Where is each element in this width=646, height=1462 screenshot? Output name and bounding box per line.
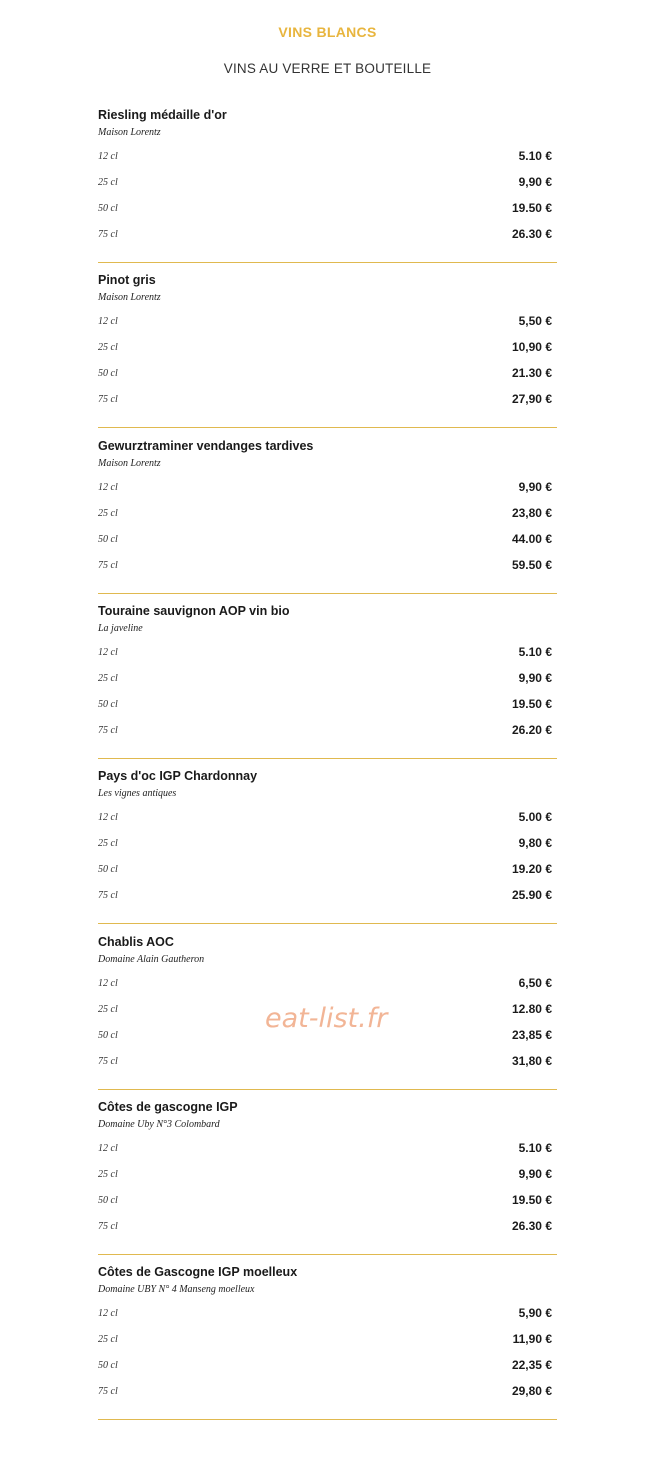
serving-size: 75 cl	[98, 1220, 118, 1232]
price: 26.20 €	[511, 722, 552, 737]
price-row	[98, 888, 552, 906]
wine-name: Côtes de gascogne IGP	[98, 1099, 238, 1114]
price: 19.20 €	[511, 862, 552, 877]
price: 23,85 €	[511, 1027, 552, 1042]
serving-size: 12 cl	[98, 977, 118, 989]
price: 22,35 €	[511, 1358, 552, 1373]
wine-producer: Domaine UBY N° 4 Manseng moelleux	[98, 1284, 255, 1296]
price-row	[98, 862, 552, 880]
price: 29,80 €	[511, 1384, 552, 1399]
serving-size: 75 cl	[98, 559, 118, 571]
price: 9,90 €	[518, 670, 552, 685]
price-row	[98, 175, 552, 193]
price-row	[98, 149, 552, 167]
price: 9,90 €	[518, 479, 552, 494]
price-row	[98, 558, 552, 576]
price-row	[98, 1193, 552, 1211]
wine-name: Gewurztraminer vendanges tardives	[98, 438, 314, 453]
price-row	[98, 723, 552, 741]
menu-subtitle: VINS AU VERRE ET BOUTEILLE	[223, 61, 432, 76]
price: 9,90 €	[518, 175, 552, 189]
wine-name: Pays d'oc IGP Chardonnay	[98, 769, 258, 784]
serving-size: 12 cl	[98, 151, 118, 162]
serving-size: 50 cl	[98, 698, 118, 710]
serving-size: 25 cl	[98, 342, 118, 354]
price-row	[98, 1141, 552, 1159]
price: 23,80 €	[511, 505, 552, 520]
wine-name: Pinot gris	[98, 273, 156, 288]
price-row	[98, 1167, 552, 1185]
price-row	[98, 976, 552, 994]
serving-size: 25 cl	[98, 177, 118, 188]
serving-size: 12 cl	[98, 1142, 118, 1154]
price-row	[98, 340, 552, 358]
wine-name: Riesling médaille d'or	[98, 108, 227, 122]
wine-producer: Les vignes antiques	[98, 788, 177, 800]
wine-producer: Maison Lorentz	[98, 457, 161, 469]
serving-size: 12 cl	[98, 316, 118, 328]
wine-producer: Maison Lorentz	[98, 292, 161, 304]
wine-name: Touraine sauvignon AOP vin bio	[98, 603, 290, 618]
price-row	[98, 671, 552, 689]
price: 9,90 €	[518, 1166, 552, 1181]
price-row	[98, 1054, 552, 1072]
price: 59.50 €	[511, 557, 552, 572]
price: 19.50 €	[511, 696, 552, 711]
price-row	[98, 1332, 552, 1350]
serving-size: 12 cl	[98, 646, 118, 658]
price: 19.50 €	[511, 1192, 552, 1207]
price-row	[98, 697, 552, 715]
price-row	[98, 480, 552, 498]
wine-item	[98, 273, 557, 428]
price: 21.30 €	[511, 366, 552, 381]
serving-size: 25 cl	[98, 838, 118, 850]
wine-producer: Maison Lorentz	[98, 127, 161, 138]
wine-name: Chablis AOC	[98, 934, 174, 949]
price: 11,90 €	[512, 1332, 552, 1347]
price-row	[98, 314, 552, 332]
price: 26.30 €	[511, 227, 552, 241]
price-row	[98, 836, 552, 854]
serving-size: 25 cl	[98, 1334, 118, 1346]
price-row	[98, 227, 552, 245]
price: 5.00 €	[518, 810, 552, 825]
serving-size: 75 cl	[98, 229, 118, 240]
serving-size: 75 cl	[98, 394, 118, 406]
price: 5.10 €	[518, 149, 552, 163]
price-row	[98, 366, 552, 384]
serving-size: 25 cl	[98, 672, 118, 684]
wine-item	[98, 1100, 557, 1255]
wine-name: Côtes de Gascogne IGP moelleux	[98, 1265, 298, 1280]
wine-item	[98, 439, 557, 594]
price: 5,90 €	[518, 1306, 552, 1321]
serving-size: 25 cl	[98, 507, 118, 519]
serving-size: 50 cl	[98, 1360, 118, 1372]
price-row	[98, 645, 552, 663]
price: 9,80 €	[518, 836, 552, 851]
serving-size: 50 cl	[98, 864, 118, 876]
price-row	[98, 201, 552, 219]
wine-item	[98, 108, 557, 263]
price: 25.90 €	[511, 888, 552, 903]
price: 5,50 €	[518, 314, 552, 329]
price-row	[98, 1306, 552, 1324]
price-row	[98, 1384, 552, 1402]
serving-size: 75 cl	[98, 1055, 118, 1067]
watermark: eat-list.fr	[265, 1003, 388, 1034]
price: 12.80 €	[511, 1001, 552, 1016]
serving-size: 12 cl	[98, 481, 118, 493]
serving-size: 50 cl	[98, 1194, 118, 1206]
serving-size: 25 cl	[98, 1003, 118, 1015]
price-row	[98, 532, 552, 550]
price: 10,90 €	[511, 340, 552, 355]
serving-size: 50 cl	[98, 533, 118, 545]
serving-size: 25 cl	[98, 1168, 118, 1180]
wine-producer: Domaine Alain Gautheron	[98, 953, 205, 965]
price-row	[98, 392, 552, 410]
wine-item	[98, 769, 557, 924]
price-row	[98, 810, 552, 828]
wine-item	[98, 1265, 557, 1420]
serving-size: 50 cl	[98, 368, 118, 380]
price-row	[98, 1358, 552, 1376]
price: 31,80 €	[511, 1053, 552, 1068]
price: 44.00 €	[511, 531, 552, 546]
price: 6,50 €	[518, 975, 552, 990]
serving-size: 12 cl	[98, 1308, 118, 1320]
price: 26.30 €	[511, 1218, 552, 1233]
price-row	[98, 506, 552, 524]
serving-size: 50 cl	[98, 203, 118, 214]
price: 19.50 €	[511, 201, 552, 215]
menu-title: VINS BLANCS	[278, 24, 377, 40]
wine-producer: La javeline	[98, 622, 143, 634]
serving-size: 75 cl	[98, 890, 118, 902]
wine-producer: Domaine Uby N°3 Colombard	[98, 1118, 220, 1130]
price: 27,90 €	[511, 392, 552, 407]
serving-size: 75 cl	[98, 1386, 118, 1398]
wine-item	[98, 604, 557, 759]
price-row	[98, 1219, 552, 1237]
serving-size: 50 cl	[98, 1029, 118, 1041]
serving-size: 12 cl	[98, 812, 118, 824]
serving-size: 75 cl	[98, 724, 118, 736]
price: 5.10 €	[518, 1140, 552, 1155]
price: 5.10 €	[518, 644, 552, 659]
